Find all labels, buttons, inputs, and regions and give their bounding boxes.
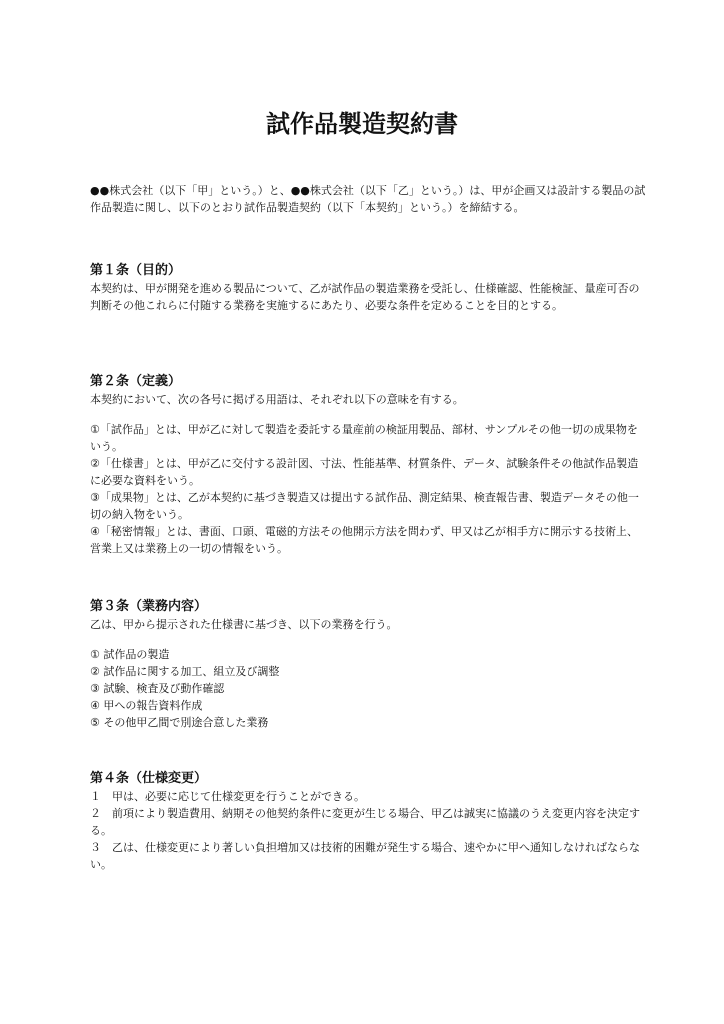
work-item: ⑤ その他甲乙間で別途合意した業務	[90, 716, 269, 729]
definition-item: ②「仕様書」とは、甲が乙に交付する設計図、寸法、性能基準、材質条件、データ、試験条件その他試作品製造に必要な資料をいう。	[90, 457, 639, 487]
article-3	[90, 598, 646, 731]
intro-paragraph: ●●株式会社（以下「甲」という。）と、●●株式会社（以下「乙」という。）は、甲が企画又は設計する製品の試作品製造に関し、以下のとおり試作品製造契約（以下「本契約」という。）を締結する。	[90, 184, 646, 214]
article-2-heading: 第２条（定義）	[90, 374, 182, 389]
clause-paragraph: ３ 乙は、仕様変更により著しい負担増加又は技術的困難が発生する場合、速やかに甲へ通知しなければならない。	[90, 841, 640, 871]
article-3-heading: 第３条（業務内容）	[90, 599, 208, 614]
work-item: ① 試作品の製造	[90, 648, 170, 661]
article-4	[90, 770, 646, 873]
article-3-lead: 乙は、甲から提示された仕様書に基づき、以下の業務を行う。	[90, 618, 398, 631]
document-title: 試作品製造契約書	[266, 110, 458, 138]
clause-paragraph: ２ 前項により製造費用、納期その他契約条件に変更が生じる場合、甲乙は誠実に協議のうえ変更内容を決定する。	[90, 807, 640, 837]
article-2	[90, 373, 646, 557]
work-item: ③ 試験、検査及び動作確認	[90, 682, 225, 695]
definition-item: ③「成果物」とは、乙が本契約に基づき製造又は提出する試作品、測定結果、検査報告書、製造データその他一切の納入物をいう。	[90, 491, 639, 521]
article-1-heading: 第１条（目的）	[90, 263, 182, 278]
work-item: ④ 甲への報告資料作成	[90, 699, 203, 712]
article-1-text: 本契約は、甲が開発を進める製品について、乙が試作品の製造業務を受託し、仕様確認、性能検証、量産可否の判断その他これらに付随する業務を実施するにあたり、必要な条件を定めることを目的とする。	[90, 282, 640, 312]
definition-item: ①「試作品」とは、甲が乙に対して製造を委託する量産前の検証用製品、部材、サンプルその他一切の成果物をいう。	[90, 423, 638, 453]
article-2-lead: 本契約において、次の各号に掲げる用語は、それぞれ以下の意味を有する。	[90, 393, 464, 406]
article-1	[90, 262, 646, 314]
clause-paragraph: １ 甲は、必要に応じて仕様変更を行うことができる。	[90, 790, 365, 803]
article-4-heading: 第４条（仕様変更）	[90, 771, 208, 786]
work-item: ② 試作品に関する加工、組立及び調整	[90, 665, 280, 678]
definition-item: ④「秘密情報」とは、書面、口頭、電磁的方法その他開示方法を問わず、甲又は乙が相手方に開示する技術上、営業上又は業務上の一切の情報をいう。	[90, 525, 638, 555]
